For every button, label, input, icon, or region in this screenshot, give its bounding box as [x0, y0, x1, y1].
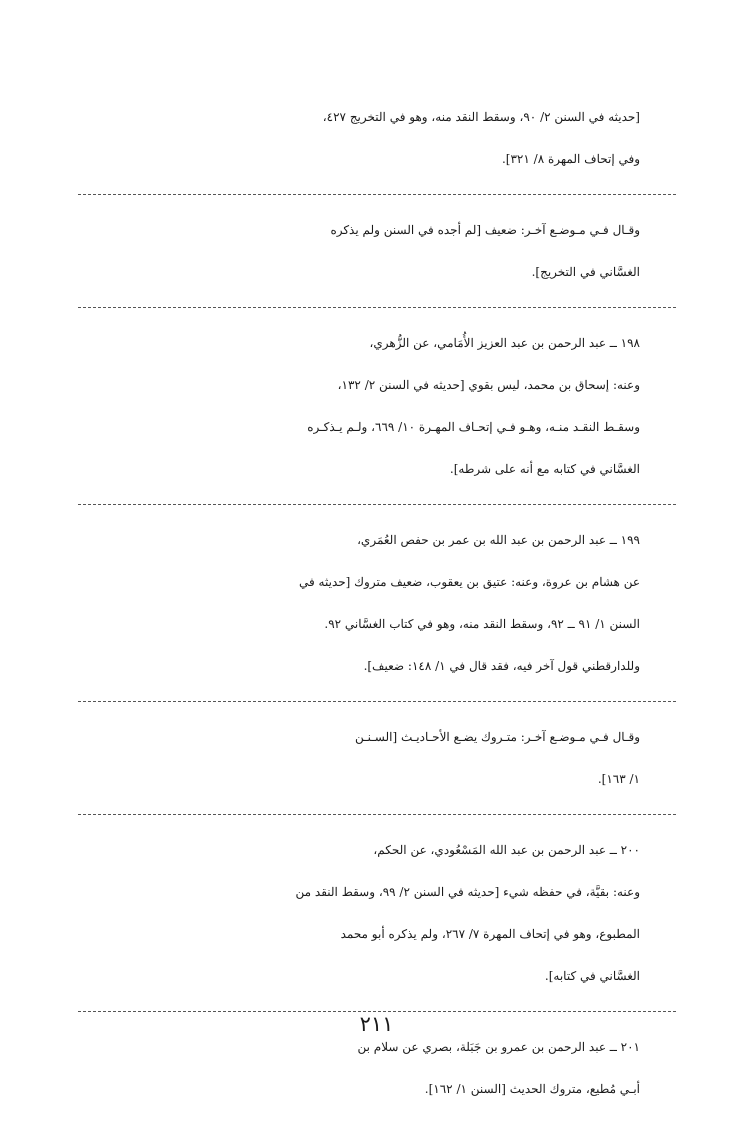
text-line: ٢٠٠ ــ عبد الرحمن بن عبد الله المَسْعُودي، عن الحكم، [373, 843, 640, 857]
paragraph-5 [78, 716, 676, 815]
text-line: ٢٠١ ــ عبد الرحمن بن عمرو بن جَبَلة، بصري عن سلام بن [357, 1040, 640, 1054]
entry-200 [78, 829, 676, 1012]
page-body [78, 96, 676, 1138]
text-line: وقـال فـي مـوضـع آخـر: ضعيف [لم أجده في السنن ولم يذكره [330, 223, 640, 237]
paragraph-2 [78, 209, 676, 308]
text-line: وفي إتحاف المهرة ٨/ ٣٢١]. [501, 152, 640, 166]
text-line: ١٩٨ ــ عبد الرحمن بن عبد العزيز الأُمَامي، عن الزُّهري، [369, 336, 640, 350]
page-number: ٢١١ [359, 1012, 394, 1036]
text-line: الغسَّاني في التخريج]. [531, 265, 640, 279]
text-line: السنن ١/ ٩١ ــ ٩٢، وسقط النقد منه، وهو في كتاب الغسَّاني ٩٢. [324, 617, 640, 631]
text-line: وللدارقطني قول آخر فيه، فقد قال في ١/ ١٤٨: ضعيف]. [363, 659, 640, 673]
text-line: وقـال فـي مـوضـع آخـر: متـروك يضـع الأحـاديـث [السـنـن [355, 730, 640, 744]
text-line: ١/ ١٦٣]. [597, 772, 640, 786]
text-line: وعنه: إسحاق بن محمد، ليس بقوي [حديثه في السنن ٢/ ١٣٢، [337, 378, 640, 392]
text-line: المطبوع، وهو في إتحاف المهرة ٧/ ٢٦٧، ولم يذكره أبو محمد [340, 927, 640, 941]
text-line: ١٩٩ ــ عبد الرحمن بن عبد الله بن عمر بن حفص العُمَري، [357, 533, 640, 547]
text-line: وعنه: بقيَّة، في حفظه شيء [حديثه في السنن ٢/ ٩٩، وسقط النقد من [295, 885, 640, 899]
paragraph-1 [78, 96, 676, 195]
text-line: الغسَّاني في كتابه]. [544, 969, 640, 983]
text-line: عن هشام بن عروة، وعنه: عتيق بن يعقوب، ضعيف متروك [حديثه في [299, 575, 640, 589]
entry-198 [78, 322, 676, 505]
text-line: أبـي مُطيع، متروك الحديث [السنن ١/ ١٦٢]. [424, 1082, 640, 1096]
entry-199 [78, 519, 676, 702]
entry-201 [78, 1026, 676, 1124]
text-line: وسقـط النقـد منـه، وهـو فـي إتحـاف المهـرة ١٠/ ٦٦٩، ولـم يـذكـره [307, 420, 640, 434]
text-line: [حديثه في السنن ٢/ ٩٠، وسقط النقد منه، وهو في التخريج ٤٢٧، [322, 110, 640, 124]
text-line: الغسَّاني في كتابه مع أنه على شرطه]. [449, 462, 640, 476]
